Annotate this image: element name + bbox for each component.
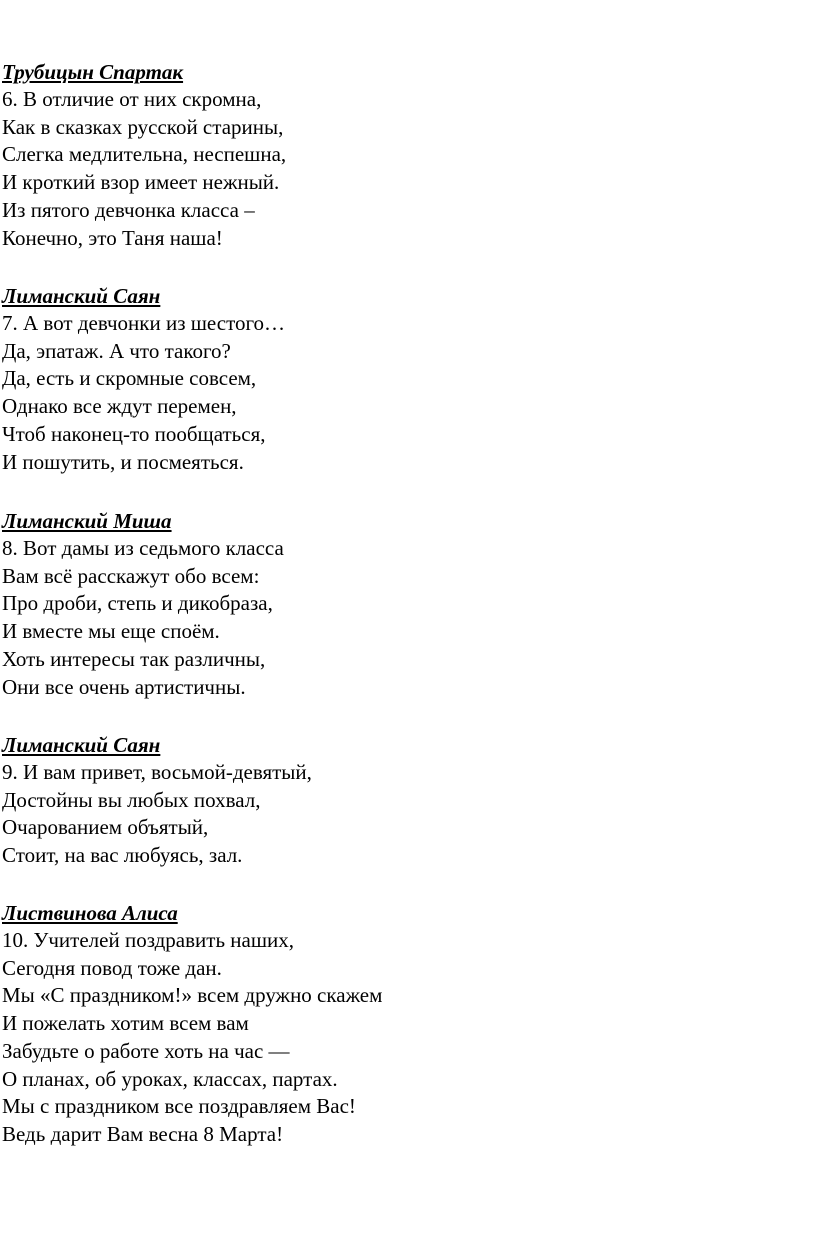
verse-line: Конечно, это Таня наша!: [2, 225, 223, 250]
verse-line: Мы с праздником все поздравляем Вас!: [2, 1094, 356, 1119]
verse-line: И кроткий взор имеет нежный.: [2, 170, 280, 195]
verse-line: И вместе мы еще споём.: [2, 619, 220, 644]
speaker-name: Лиманский Миша: [2, 509, 172, 533]
verse-line: Чтоб наконец-то пообщаться,: [2, 421, 266, 446]
verse-line: 8. Вот дамы из седьмого класса: [2, 536, 284, 560]
verse-line: Мы «С праздником!» всем дружно скажем: [2, 983, 383, 1008]
verse-line: Сегодня повод тоже дан.: [2, 955, 222, 980]
verse-line: Да, есть и скромные совсем,: [2, 366, 257, 391]
verse-line: 6. В отличие от них скромна,: [2, 87, 262, 111]
stanza: [2, 899, 382, 1149]
verse-line: 7. А вот девчонки из шестого…: [2, 311, 286, 335]
verse-line: Из пятого девчонка класса –: [2, 197, 255, 222]
speaker-name: Листвинова Алиса: [2, 901, 178, 925]
verse-line: Про дроби, степь и дикобраза,: [2, 591, 273, 616]
verse-line: Ведь дарит Вам весна 8 Марта!: [2, 1121, 284, 1146]
verse-line: Они все очень артистичны.: [2, 674, 246, 699]
verse-line: Очарованием объятый,: [2, 815, 209, 840]
verse-line: Вам всё расскажут обо всем:: [2, 563, 260, 588]
verse-line: И пожелать хотим всем вам: [2, 1011, 249, 1036]
verse-line: Как в сказках русской старины,: [2, 114, 284, 139]
stanza: [2, 58, 286, 252]
verse-line: 9. И вам привет, восьмой-девятый,: [2, 760, 312, 784]
verse-line: Да, эпатаж. А что такого?: [2, 338, 231, 363]
verse-line: Стоит, на вас любуясь, зал.: [2, 843, 243, 868]
verse-line: Слегка медлительна, неспешна,: [2, 142, 287, 167]
speaker-name: Лиманский Саян: [2, 733, 161, 757]
verse-line: Забудьте о работе хоть на час —: [2, 1038, 290, 1063]
speaker-name: Трубицын Спартак: [2, 60, 184, 84]
verse-line: Однако все ждут перемен,: [2, 394, 237, 419]
stanza: [2, 731, 312, 870]
verse-line: О планах, об уроках, классах, партах.: [2, 1066, 338, 1091]
verse-line: Хоть интересы так различны,: [2, 646, 266, 671]
verse-line: И пошутить, и посмеяться.: [2, 449, 244, 474]
speaker-name: Лиманский Саян: [2, 284, 161, 308]
stanza: [2, 282, 285, 476]
verse-line: Достойны вы любых похвал,: [2, 787, 261, 812]
verse-line: 10. Учителей поздравить наших,: [2, 928, 294, 952]
stanza: [2, 507, 284, 701]
